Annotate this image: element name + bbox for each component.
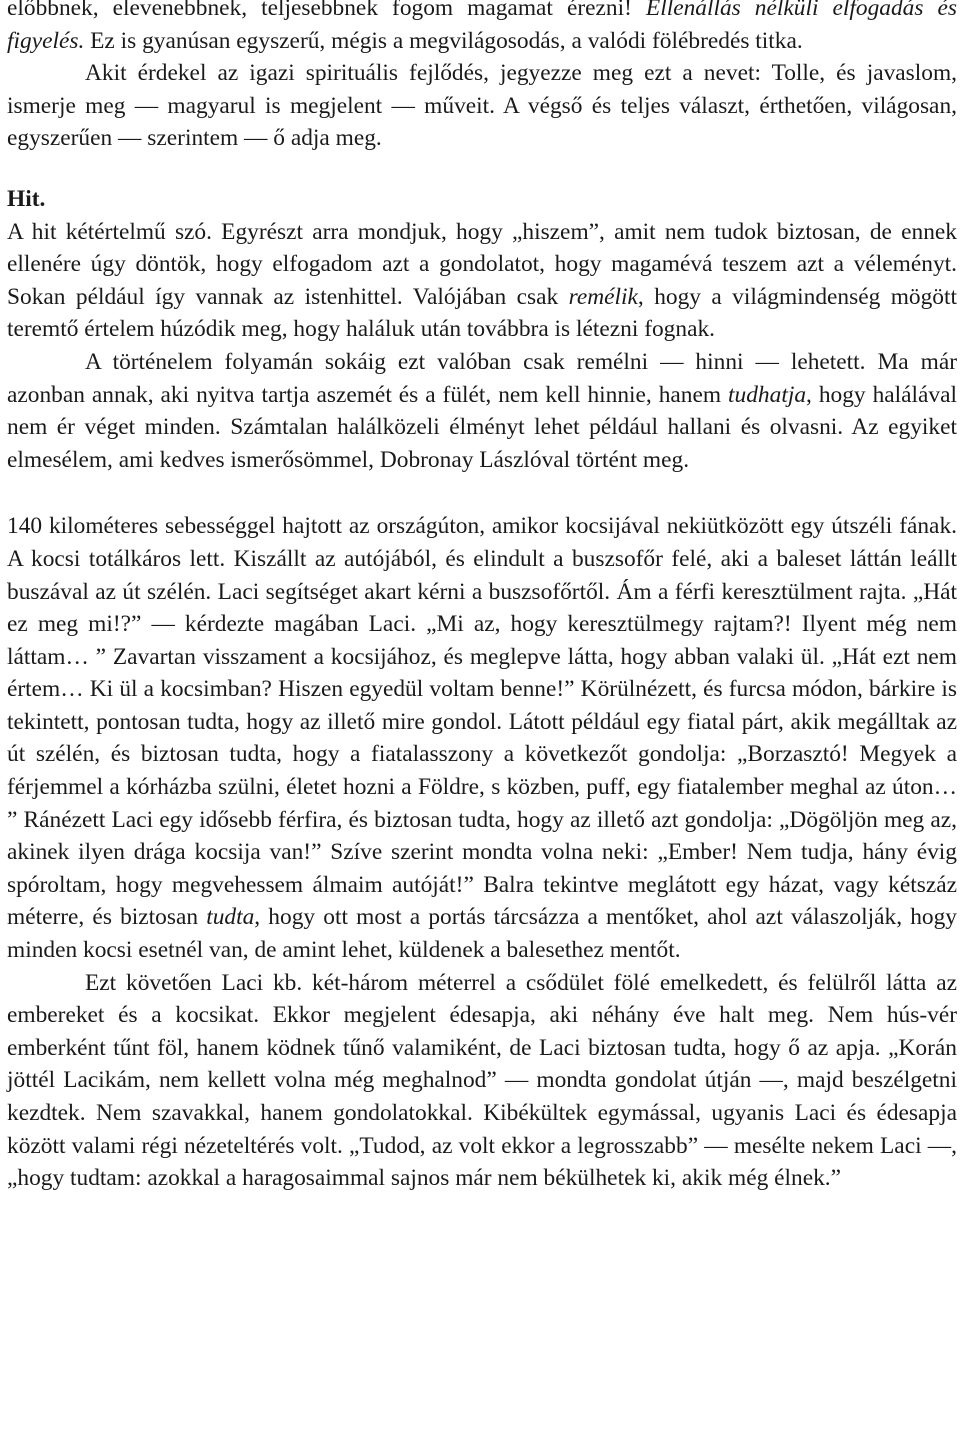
paragraph-gap	[7, 155, 957, 183]
paragraph-accident	[7, 510, 957, 966]
italic-phrase: Ellenállás nélküli elfogadás és figyelés.	[7, 0, 957, 54]
paragraph-father: Ezt követően Laci kb. két-három méterrel a csődület fölé emelkedett, és felülről látta az embereket és a kocsikat. Ekkor megjelent édesapja, aki néhány éve halt meg. Nem hús-vér emberként tűnt föl, hanem ködnek tűnő valamiként, de Laci biztosan tudta, hogy ő az apja. „Korán jöttél Lacikám, nem kellett volna még meghalnod” — mondta gondolat útján —, majd beszélgetni kezdtek. Nem szavakkal, hanem gondolatokkal. Kibékültek egymással, ugyanis Laci és édesapja között valami régi nézeteltérés volt. „Tudod, az volt ekkor a legrosszabb” — mesélte nekem Laci —, „hogy tudtam: azokkal a haragosaimmal sajnos már nem békülhetek ki, akik még élnek.”	[7, 969, 957, 1192]
text-run: A hit kétértelmű szó. Egyrészt arra mondjuk, hogy „hiszem”, amit nem tudok biztosan, de ennek ellenére úgy döntök, hogy elfogadom azt a gondolatot, hogy magamévá teszem azt a véleményt. Sokan például így vannak az istenhittel. Valójában csak	[7, 218, 957, 310]
document-page	[7, 0, 957, 1195]
paragraph-gap	[7, 476, 957, 510]
paragraph-tolle: Akit érdekel az igazi spirituális fejlődés, jegyezze meg ezt a nevet: Tolle, és javaslom, ismerje meg — magyarul is megjelent — műveit. A végső és teljes választ, érthetően, világosan, egyszerűen — szerintem — ő adja meg.	[7, 60, 957, 152]
italic-word: remélik	[568, 283, 638, 310]
text-run: Ez is gyanúsan egyszerű, mégis a megvilágosodás, a valódi fölébredés titka.	[84, 27, 803, 54]
text-run: , hogy halálával nem ér véget minden. Számtalan halálközeli élményt lehet például hallani és olvasni. Az egyiket elmesélem, ami kedves ismerősömmel, Dobronay Lászlóval történt meg.	[7, 381, 957, 473]
italic-word: tudhatja	[728, 381, 807, 408]
paragraph-history	[7, 346, 957, 476]
paragraph-faith	[7, 216, 957, 346]
text-run: A történelem folyamán sokáig ezt valóban csak remélni — hinni — lehetett. Ma már azonban annak, aki nyitva tartja aszemét és a fülét, nem kell hinnie, hanem	[7, 348, 957, 408]
text-run: , hogy ott most a portás tárcsázza a mentőket, ahol azt válaszolják, hogy minden kocsi esetnél van, de amint lehet, küldenek a balesethez mentőt.	[7, 904, 957, 964]
text-run: , hogy a világmindenség mögött teremtő értelem húzódik meg, hogy haláluk után továbbra is létezni fognak.	[7, 283, 957, 343]
text-run: előbbnek, elevenebbnek, teljesebbnek fogom magamat érezni!	[7, 0, 646, 21]
text-run: 140 kilométeres sebességgel hajtott az országúton, amikor kocsijával nekiütközött egy útszéli fának. A kocsi totálkáros lett. Kiszállt az autójából, és elindult a buszsofőr felé, aki a baleset láttán leállt buszával az út szélén. Laci segítséget akart kérni a buszsofőrtől. Ám a férfi keresztülment rajta. „Hát ez meg mi!?” — kérdezte magában Laci. „Mi az, hogy keresztülmegy rajtam?! Ilyent még nem láttam… ” Zavartan visszament a kocsijához, és meglepve látta, hogy abban valaki ül. „Hát ezt nem értem… Ki ül a kocsimban? Hiszen egyedül voltam benne!” Körülnézett, és furcsa módon, bárkire is tekintett, pontosan tudta, hogy az illető mire gondol. Látott például egy fiatal párt, akik megálltak az út szélén, és biztosan tudta, hogy a fiatalasszony a következőt gondolja: „Borzasztó! Megyek a férjemmel a kórházba szülni, életet hozni a Földre, s közben, puff, egy fiatalember meghal az úton… ” Ránézett Laci egy idősebb férfira, és biztosan tudta, hogy az illető azt gondolja: „Dögöljön meg az, akinek ilyen drága kocsija van!” Szíve szerint mondta volna neki: „Ember! Nem tudja, hány évig spóroltam, hogy megvehessem álmaim autóját!” Balra tekintve meglátott egy házat, vagy kétszáz méterre, és biztosan	[7, 513, 957, 931]
italic-word: tudta	[206, 904, 255, 931]
section-heading: Hit.	[7, 185, 46, 212]
paragraph-intro-end	[7, 0, 957, 57]
